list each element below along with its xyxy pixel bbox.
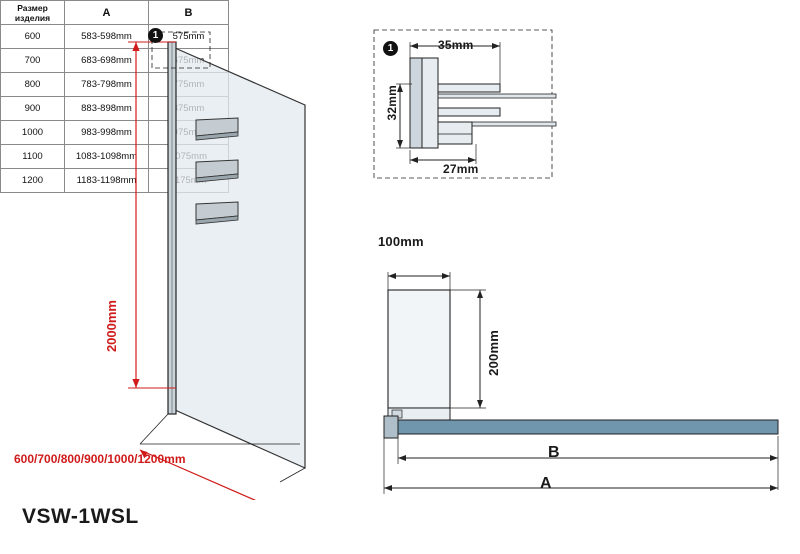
- table-row: 1100 1083-1098mm: [1, 145, 229, 169]
- plan-right-dimension-label: 200mm: [486, 330, 501, 376]
- profile-body: [410, 58, 422, 148]
- glass-panel: [175, 48, 305, 468]
- callout-1-detail: 1: [383, 41, 398, 56]
- plan-dimension-a-label: A: [540, 475, 552, 492]
- table-header-size: Размер изделия: [1, 1, 65, 25]
- plan-top-dimension-label: 100mm: [378, 234, 424, 249]
- table-row: 1000 983-998mm: [1, 121, 229, 145]
- plan-view: [370, 250, 790, 510]
- table-row: 1200 1183-1198mm: [1, 169, 229, 193]
- left-elevation-view: [0, 0, 330, 500]
- callout-1-elevation: 1: [148, 28, 163, 43]
- detail-top-dimension-label: 35mm: [438, 38, 474, 52]
- product-code: VSW-1WSL: [22, 505, 139, 528]
- table-header-a: A: [65, 1, 149, 25]
- table-row: 700 683-698mm: [1, 49, 229, 73]
- table-row: 600 583-598mm 575mm: [1, 25, 229, 49]
- plan-dimension-b-label: B: [548, 444, 560, 461]
- table-header-b: B: [149, 1, 229, 25]
- wall-profile-plan: [384, 416, 398, 438]
- left-width-dimension-label: 600/700/800/900/1000/1200mm: [14, 452, 186, 466]
- left-height-dimension-label: 2000mm: [104, 300, 119, 353]
- detail-bottom-dimension-label: 27mm: [443, 162, 479, 176]
- detail-left-dimension-label: 32mm: [385, 85, 399, 121]
- glass-edge: [438, 94, 556, 98]
- table-row: 800 783-798mm: [1, 73, 229, 97]
- table-row: 900 883-898mm: [1, 97, 229, 121]
- return-panel: [388, 290, 450, 408]
- main-glass-panel: [384, 420, 778, 434]
